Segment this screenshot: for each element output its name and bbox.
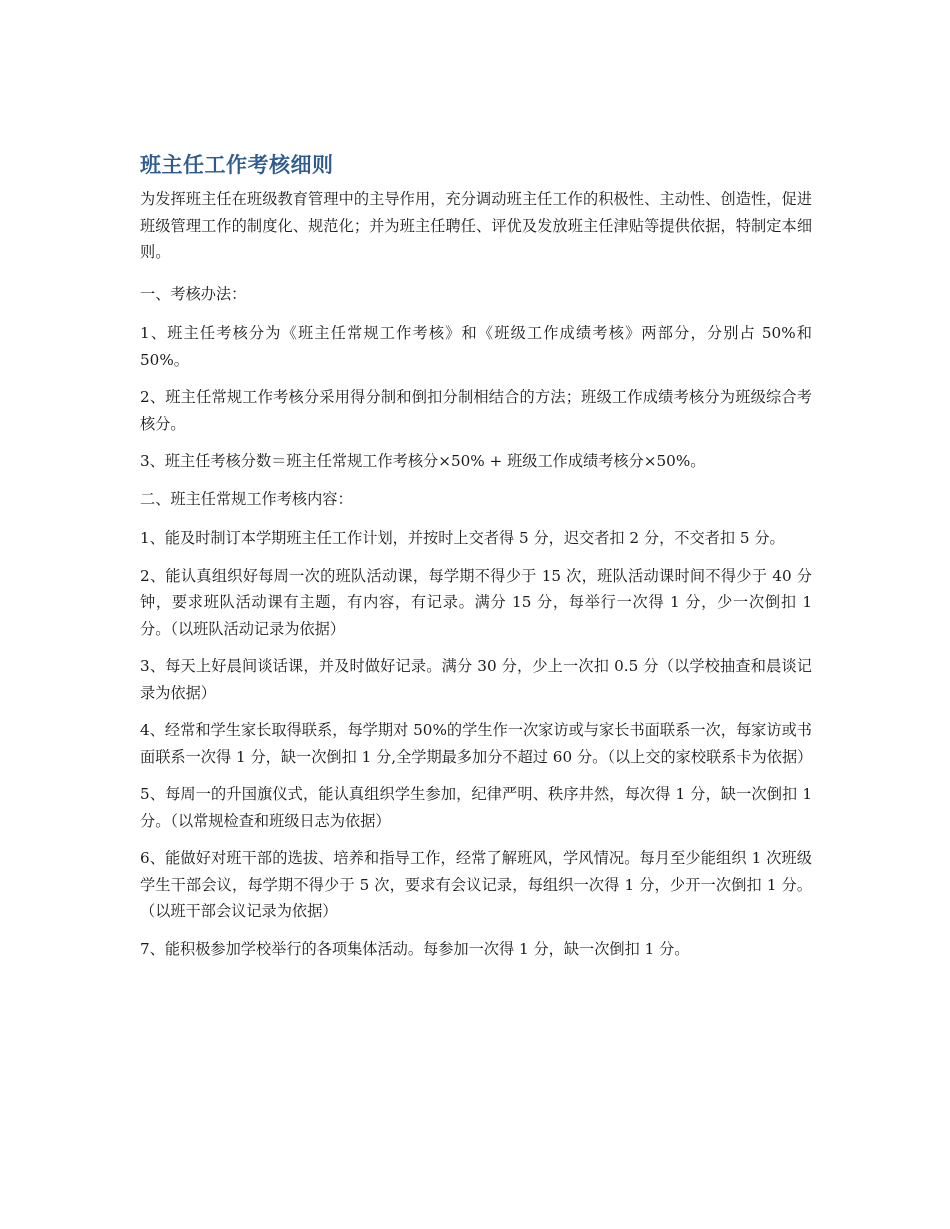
section2-item-6: 6、能做好对班干部的选拔、培养和指导工作，经常了解班风，学风情况。每月至少能组织 1 次班级学生干部会议，每学期不得少于 5 次，要求有会议记录，每组织一次得 1 分，少开一次倒扣 1 分。（以班干部会议记录为依据） (140, 849, 812, 920)
section2-item-2: 2、能认真组织好每周一次的班队活动课，每学期不得少于 15 次，班队活动课时间不得少于 40 分钟，要求班队活动课有主题，有内容，有记录。满分 15 分，每举行一次得 1 分，少一次倒扣 1 分。（以班队活动记录为依据） (140, 566, 812, 638)
intro-paragraph: 为发挥班主任在班级教育管理中的主导作用，充分调动班主任工作的积极性、主动性、创造性，促进班级管理工作的制度化、规范化；并为班主任聘任、评优及发放班主任津贴等提供依据，特制定本细则。 (140, 190, 812, 261)
document-title: 班主任工作考核细则 (140, 153, 334, 177)
section2-item-4: 4、经常和学生家长取得联系，每学期对 50%的学生作一次家访或与家长书面联系一次，每家访或书面联系一次得 1 分，缺一次倒扣 1 分,全学期最多加分不超过 60 分。（以上交的家校联系卡为依据） (140, 721, 813, 766)
section1-heading: 一、考核办法： (140, 284, 247, 303)
section1-item-1: 1、班主任考核分为《班主任常规工作考核》和《班级工作成绩考核》两部分，分别占 50%和 50%。 (140, 324, 812, 369)
section2-item-1: 1、能及时制订本学期班主任工作计划，并按时上交者得 5 分，迟交者扣 2 分，不交者扣 5 分。 (140, 529, 785, 547)
section2-item-3: 3、每天上好晨间谈话课，并及时做好记录。满分 30 分，少上一次扣 0.5 分（以学校抽查和晨谈记录为依据） (140, 657, 812, 702)
section2-heading: 二、班主任常规工作考核内容： (140, 489, 353, 508)
document-page (140, 150, 812, 973)
section2-item-7: 7、能积极参加学校举行的各项集体活动。每参加一次得 1 分，缺一次倒扣 1 分。 (140, 939, 690, 958)
section1-item-3: 3、班主任考核分数＝班主任常规工作考核分×50% + 班级工作成绩考核分×50%。 (140, 452, 706, 470)
section2-item-5: 5、每周一的升国旗仪式，能认真组织学生参加，纪律严明、秩序井然，每次得 1 分，缺一次倒扣 1 分。（以常规检查和班级日志为依据） (140, 785, 812, 830)
section1-item-2: 2、班主任常规工作考核分采用得分制和倒扣分制相结合的方法；班级工作成绩考核分为班级综合考核分。 (140, 388, 812, 433)
